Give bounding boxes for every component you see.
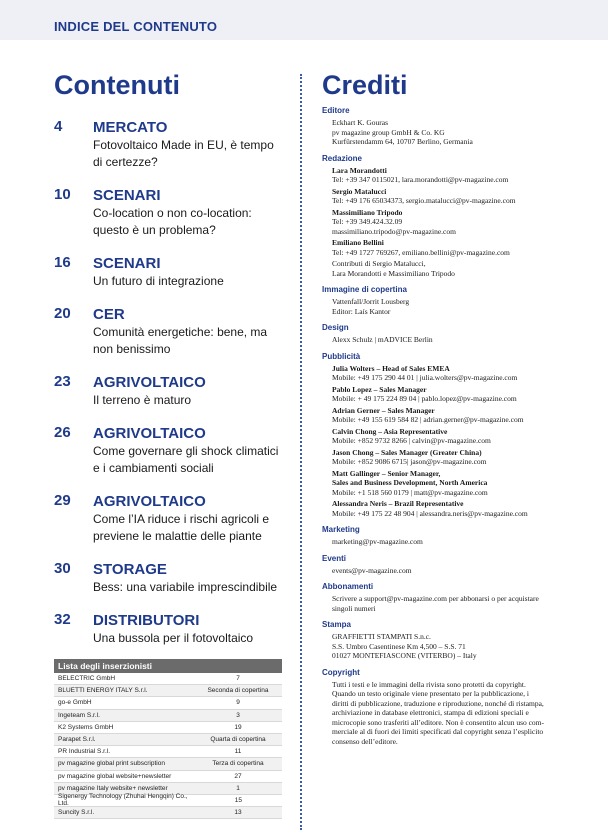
credits-label: Immagine di copertina <box>322 285 407 294</box>
credits-line: diritti di pubblicazione, traduzione e riproduzione, nonché di ristampa, <box>332 698 544 708</box>
table-row <box>54 734 282 746</box>
credits-line: Lara Morandotti e Massimiliano Tripodo <box>332 268 455 278</box>
advertiser-page: 11 <box>234 748 242 756</box>
sales-name: Jason Chong – Sales Manager (Greater China) <box>332 447 482 457</box>
credits-line: pv magazine group GmbH & Co. KG <box>332 127 445 137</box>
credits-heading: Crediti <box>322 70 408 100</box>
toc-title: AGRIVOLTAICO <box>93 425 206 442</box>
advertiser-page: Quarta di copertina <box>210 736 266 744</box>
credits-copertina <box>322 285 592 316</box>
credits-line: consenso dell’editore. <box>332 736 398 746</box>
advertiser-name: BELECTRIC GmbH <box>58 675 116 683</box>
advertiser-name: Parapet S.r.l. <box>58 736 96 744</box>
sales-name: Julia Wolters – Head of Sales EMEA <box>332 363 450 373</box>
dotted-divider <box>300 74 302 830</box>
advertiser-page: 9 <box>236 699 240 707</box>
credits-label: Stampa <box>322 620 351 629</box>
toc-item[interactable] <box>54 186 286 239</box>
credits-line: Kurfürstendamm 64, 10707 Berlino, Germania <box>332 137 473 146</box>
table-row <box>54 722 282 734</box>
credits-label: Design <box>322 323 349 332</box>
advertiser-page: 19 <box>234 723 242 731</box>
toc-item[interactable] <box>54 424 286 477</box>
credits-line: Editor: Laís Kantor <box>332 306 391 316</box>
toc-description: Una bussola per il fotovoltaico <box>93 631 254 645</box>
toc-description: Come l’IA riduce i rischi agricoli e previene le malattie delle piante <box>93 512 270 543</box>
table-row <box>54 746 282 758</box>
toc-page-number: 32 <box>54 611 71 628</box>
advertiser-page: 27 <box>234 772 242 780</box>
sales-contact[interactable]: Mobile: +49 175 290 44 01 | julia.wolters@pv-magazine.com <box>332 373 518 382</box>
toc-item[interactable] <box>54 305 286 358</box>
header-bar <box>0 0 608 40</box>
credits-line: GRAFFIETTI STAMPATI S.n.c. <box>332 632 431 641</box>
staff-name: Massimiliano Tripodo <box>332 207 403 217</box>
toc-item[interactable] <box>54 373 286 409</box>
sales-entry <box>332 364 592 383</box>
advertiser-name: K2 Systems GmbH <box>58 723 114 731</box>
credits-eventi <box>322 554 592 576</box>
credits-line: S.S. Umbro Casentinese Km 4,500 – S.S. 71 <box>332 641 466 651</box>
staff-entry <box>332 166 592 185</box>
advertisers-table-title: Lista degli inserzionisti <box>54 659 282 673</box>
toc-description: Comunità energetiche: bene, ma non benissimo <box>93 325 268 356</box>
table-row <box>54 758 282 770</box>
toc-title: DISTRIBUTORI <box>93 612 200 629</box>
credits-label: Redazione <box>322 153 363 163</box>
staff-contact[interactable]: Tel: +49 176 65034373, sergio.matalucci@pv-magazine.com <box>332 196 516 205</box>
toc-page-number: 16 <box>54 254 71 271</box>
credits-line: Eckhart K. Gouras <box>332 118 389 127</box>
toc-description: Il terreno è maturo <box>93 393 192 407</box>
credits-line: Quando un testo originale viene presentato per la pubblicazione, i <box>332 689 530 698</box>
table-row <box>54 771 282 783</box>
toc-page-number: 26 <box>54 424 71 441</box>
credits-design <box>322 323 592 345</box>
sales-contact[interactable]: Mobile: +49 155 619 584 82 | adrian.gerner@pv-magazine.com <box>332 415 524 424</box>
advertiser-name: pv magazine global website+newsletter <box>58 772 172 780</box>
table-row <box>54 807 282 819</box>
toc-description: Come governare gli shock climatici e i cambiamenti sociali <box>93 444 279 475</box>
events-email[interactable]: events@pv-magazine.com <box>332 565 412 575</box>
credits-label: Abbonamenti <box>322 582 374 591</box>
credits-line: archiviazione in database elettronici, stampa di edizioni speciali e <box>332 708 529 717</box>
sales-contact[interactable]: Mobile: +1 518 560 0179 | matt@pv-magazine.com <box>332 487 488 497</box>
sales-entry <box>332 406 592 425</box>
toc-description: Fotovoltaico Made in EU, è tempo di certezze? <box>93 138 274 169</box>
advertiser-page: Terza di copertina <box>212 760 264 768</box>
staff-name: Emiliano Bellini <box>332 238 384 247</box>
credits-line: Contributi di Sergio Matalucci, <box>332 259 426 268</box>
toc-description: Un futuro di integrazione <box>93 274 224 288</box>
advertiser-name: go-e GmbH <box>58 699 92 707</box>
sales-name: Sales and Business Development, North America <box>332 478 488 487</box>
credits-line: Alexx Schulz | mADVICE Berlin <box>332 335 433 344</box>
credits-line: Scrivere a support@pv-magazine.com per abbonarsi o per acquistare <box>332 594 539 603</box>
credits-editore <box>322 106 592 147</box>
advertiser-page: 7 <box>236 675 240 683</box>
advertiser-name: PR Industrial S.r.l. <box>58 748 111 756</box>
toc-title: AGRIVOLTAICO <box>93 374 206 391</box>
toc-page-number: 10 <box>54 186 71 203</box>
sales-name: Calvin Chong – Asia Representative <box>332 426 448 436</box>
toc-page-number: 30 <box>54 560 71 577</box>
sales-contact[interactable]: Mobile: + 49 175 224 89 04 | pablo.lopez@pv-magazine.com <box>332 394 517 403</box>
toc-title: SCENARI <box>93 187 161 204</box>
credits-marketing <box>322 525 592 547</box>
table-row <box>54 673 282 685</box>
table-row <box>54 795 282 807</box>
toc-page-number: 23 <box>54 373 71 390</box>
toc-title: MERCATO <box>93 119 168 136</box>
sales-entry <box>332 448 592 467</box>
toc-description: Co-location o non co-location: questo è un problema? <box>93 206 252 237</box>
staff-contact[interactable]: Tel: +49 1727 769267, emiliano.bellini@pv-magazine.com <box>332 247 510 257</box>
sales-contact[interactable]: Mobile: +852 9732 8266 | calvin@pv-magazine.com <box>332 436 491 445</box>
staff-name: Sergio Matalucci <box>332 186 387 196</box>
toc-title: STORAGE <box>93 561 167 578</box>
credits-line: microcopie sono trasferiti all’editore. Non è consentito alcun uso com- <box>332 717 545 727</box>
toc-item[interactable] <box>54 611 286 647</box>
toc-description: Bess: una variabile imprescindibile <box>93 580 278 594</box>
credits-redazione <box>322 154 592 279</box>
advertiser-name: pv magazine global print subscription <box>58 760 165 768</box>
toc-page-number: 4 <box>54 118 63 135</box>
advertiser-page: 15 <box>234 796 243 804</box>
credits-line: Tutti i testi e le immagini della rivista sono protetti da copyright. <box>332 679 526 689</box>
staff-contact[interactable]: Tel: +39 347 0115021, lara.morandotti@pv-magazine.com <box>332 175 509 184</box>
sales-entry <box>332 469 592 498</box>
advertiser-page: 13 <box>234 809 242 817</box>
sales-name: Adrian Gerner – Sales Manager <box>332 405 435 415</box>
advertiser-name: Sigenergy Technology (Zhuhai Hengqin) Co., Ltd. <box>58 793 188 808</box>
credits-line: singoli numeri <box>332 603 376 613</box>
advertiser-name: Ingeteam S.r.l. <box>58 711 100 719</box>
advertiser-name: Suncity S.r.l. <box>58 809 95 817</box>
table-row <box>54 710 282 722</box>
advertiser-page: Seconda di copertina <box>207 687 269 695</box>
advertiser-name: pv magazine Italy website+ newsletter <box>58 784 168 792</box>
table-of-contents <box>54 118 286 662</box>
section-title: INDICE DEL CONTENUTO <box>54 19 218 34</box>
staff-entry <box>332 238 592 257</box>
credits-stampa <box>322 620 592 661</box>
toc-item[interactable] <box>54 560 286 596</box>
staff-contact[interactable]: Tel: +39 349.424.32.09 <box>332 217 403 226</box>
toc-item[interactable] <box>54 492 286 545</box>
staff-entry <box>332 187 592 206</box>
staff-contact[interactable]: massimiliano.tripodo@pv-magazine.com <box>332 226 456 236</box>
sales-name: Matt Gallinger – Senior Manager, <box>332 468 441 478</box>
credits-line: Vattenfall/Jorrit Lousberg <box>332 297 410 306</box>
toc-title: AGRIVOLTAICO <box>93 493 206 510</box>
credits-line: 01027 MONTEFIASCONE (VITERBO) – Italy <box>332 651 477 660</box>
toc-item[interactable] <box>54 254 286 290</box>
advertiser-page: 3 <box>236 711 240 719</box>
sales-contact[interactable]: Mobile: +49 175 22 48 904 | alessandra.neris@pv-magazine.com <box>332 508 528 518</box>
toc-title: SCENARI <box>93 255 161 272</box>
toc-item[interactable] <box>54 118 286 171</box>
staff-name: Lara Morandotti <box>332 165 387 175</box>
credits-label: Copyright <box>322 667 360 677</box>
advertisers-table <box>54 659 282 819</box>
advertiser-page: 1 <box>236 784 240 792</box>
sales-entry <box>332 385 592 404</box>
table-row <box>54 685 282 697</box>
sales-entry <box>332 427 592 446</box>
sales-contact[interactable]: Mobile: +852 9086 6715| jason@pv-magazine.com <box>332 457 487 466</box>
sales-name: Alessandra Neris – Brazil Representative <box>332 499 464 508</box>
marketing-email[interactable]: marketing@pv-magazine.com <box>332 537 423 546</box>
credits-column <box>322 106 592 753</box>
credits-label: Eventi <box>322 553 347 563</box>
contents-heading: Contenuti <box>54 70 180 100</box>
credits-abbonamenti <box>322 582 592 613</box>
credits-label: Marketing <box>322 525 360 534</box>
credits-label: Pubblicità <box>322 351 361 361</box>
staff-entry <box>332 208 592 237</box>
credits-copyright <box>322 668 592 747</box>
toc-title: CER <box>93 306 125 323</box>
credits-pubblicita <box>322 352 592 519</box>
credits-label: Editore <box>322 106 350 115</box>
advertiser-name: BLUETTI ENERGY ITALY S.r.l. <box>58 687 148 695</box>
sales-name: Pablo Lopez – Sales Manager <box>332 384 427 394</box>
toc-page-number: 29 <box>54 492 71 509</box>
table-row <box>54 697 282 709</box>
toc-page-number: 20 <box>54 305 71 322</box>
credits-line: merciale al di fuori dei limiti specificati dal copyright senza l’esplicito <box>332 727 544 736</box>
sales-entry <box>332 499 592 518</box>
